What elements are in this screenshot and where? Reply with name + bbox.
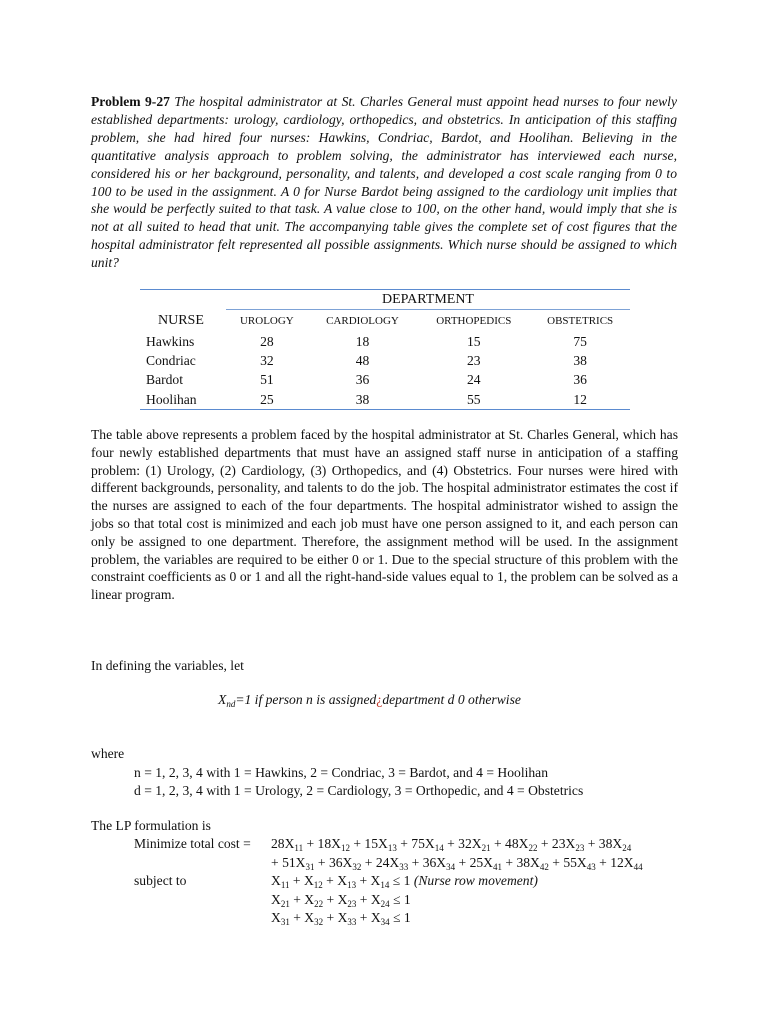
cost-cell: 36 — [573, 372, 587, 388]
explanation-paragraph: The table above represents a problem faced by the hospital administrator at St. Charles General, which has four newly established departments that must have an assigned staff nurse in anticipation of a staffing problem: (1) Urology, (2) Cardiology, (3) Orthopedics, and (4) Obstetrics. Four nurses were hired with different backgrounds, personality, and talents to do the job. The hospital administrator estimates the cost if the nurses are assigned to each of the four departments. The hospital administrator wished to assign the jobs so that total cost is minimized and each job must have one person assigned to it, and each person can only be assigned to one department. Therefore, the assignment method will be used. In the assignment problem, the variables are required to be either 0 or 1. Due to the special structure of this problem with the constraint coefficients as 0 or 1 and all the right-hand-side values equal to 1, the problem can be solved as a linear program. — [91, 427, 678, 603]
nurse-name: Condriac — [146, 352, 196, 368]
cost-cell: 23 — [466, 352, 481, 368]
constraint-3: $X_{31} + X_{32} + X_{33} + X_{34} \le 1$ — [271, 910, 411, 927]
cost-cell: 55 — [466, 391, 481, 407]
formula-part1: =1 if person n is assigned — [235, 692, 377, 707]
problem-number: Problem 9-27 — [91, 94, 170, 109]
leq-one: ≤ 1 — [393, 910, 411, 925]
department-header: DEPARTMENT — [382, 292, 474, 307]
problem-text: The hospital administrator at St. Charles General must appoint head nurses to four newly established departments: urology, cardiology, orthopedics, and obstetrics. In anticipation of this staffing problem, she had hired four nurses: Hawkins, Condriac, Bardot, and Hoolihan. Believing in the quantitative analysis approach to problem solving, the administrator has interviewed each nurse, considered his or her background, personality, and talents, and developed a cost scale ranging from 0 to 100 to be used in the assignment. A 0 for Nurse Bardot being assigned to the cardiology unit implies that she would be perfectly suited to that task. A value close to 100, on the other hand, would imply that she is not at all suited to head that unit. The accompanying table gives the complete set of cost figures that the hospital administrator felt represented all possible assignments. Which nurse should be assigned to which unit? — [91, 94, 677, 271]
n-definition: n = 1, 2, 3, 4 with 1 = Hawkins, 2 = Condriac, 3 = Bardot, and 4 = Hoolihan — [134, 765, 549, 780]
lp-intro: The LP formulation is — [91, 818, 211, 833]
formula-part2: department d 0 otherwise — [382, 692, 521, 707]
cost-cell: 38 — [355, 391, 370, 407]
cost-cell: 51 — [260, 372, 274, 388]
cost-cell: 32 — [260, 352, 274, 368]
row-note: (Nurse row movement) — [413, 873, 538, 888]
column-header-row — [140, 310, 630, 332]
column-header: CARDIOLOGY — [326, 315, 399, 327]
cost-cell: 36 — [355, 372, 370, 388]
nurse-header: NURSE — [158, 313, 204, 328]
cost-cell: 75 — [573, 333, 587, 349]
formula-x: X — [218, 692, 227, 707]
cost-table — [140, 289, 630, 410]
cost-cell: 28 — [260, 333, 274, 349]
formula-subscript: nd — [226, 699, 236, 709]
table-row — [140, 371, 630, 390]
minimize-label: Minimize total cost = — [134, 836, 251, 851]
objective-line-1: $28X_{11} + 18X_{12} + 15X_{13} + 75X_{14} + 32X_{21} + 48X_{22} + 23X_{23} + 38X_{24}$ — [271, 836, 632, 853]
leq-one: ≤ 1 — [393, 892, 411, 907]
cost-cell: 18 — [355, 333, 370, 349]
table-row — [140, 332, 630, 351]
constraint-1: $X_{11} + X_{12} + X_{13} + X_{14} \le 1$ (Nurse row movement) — [271, 873, 538, 890]
table-row — [140, 351, 630, 370]
cost-cell: 25 — [260, 391, 274, 407]
cost-cell: 12 — [573, 391, 587, 407]
column-header: UROLOGY — [239, 315, 294, 327]
table-row — [140, 390, 630, 409]
nurse-name: Bardot — [146, 372, 183, 388]
variable-formula — [218, 692, 521, 709]
column-header: OBSTETRICS — [547, 315, 614, 327]
cost-cell: 48 — [355, 352, 370, 368]
cost-cell: 15 — [466, 333, 481, 349]
objective-line-2: + $51X_{31} + 36X_{32} + 24X_{33} + 36X_{34} + 25X_{41} + 38X_{42} + 55X_{43} + 12X_{44}$ — [271, 855, 643, 872]
where-label: where — [91, 746, 125, 761]
problem-statement — [91, 93, 677, 272]
constraint-2: $X_{21} + X_{22} + X_{23} + X_{24} \le 1$ — [271, 892, 411, 909]
cost-cell: 24 — [466, 372, 481, 388]
nurse-name: Hawkins — [146, 333, 195, 349]
nurse-name: Hoolihan — [146, 391, 197, 407]
cost-grid — [140, 310, 630, 409]
column-header: ORTHOPEDICS — [436, 315, 512, 327]
table-bottom-rule — [140, 409, 630, 410]
defining-text: In defining the variables, let — [91, 658, 244, 673]
formula-glyph: ¿ — [376, 692, 383, 707]
leq-one: ≤ 1 — [392, 873, 411, 888]
cost-cell: 38 — [573, 352, 587, 368]
d-definition: d = 1, 2, 3, 4 with 1 = Urology, 2 = Cardiology, 3 = Orthopedic, and 4 = Obstetrics — [134, 783, 584, 798]
subject-to-label: subject to — [134, 873, 187, 888]
